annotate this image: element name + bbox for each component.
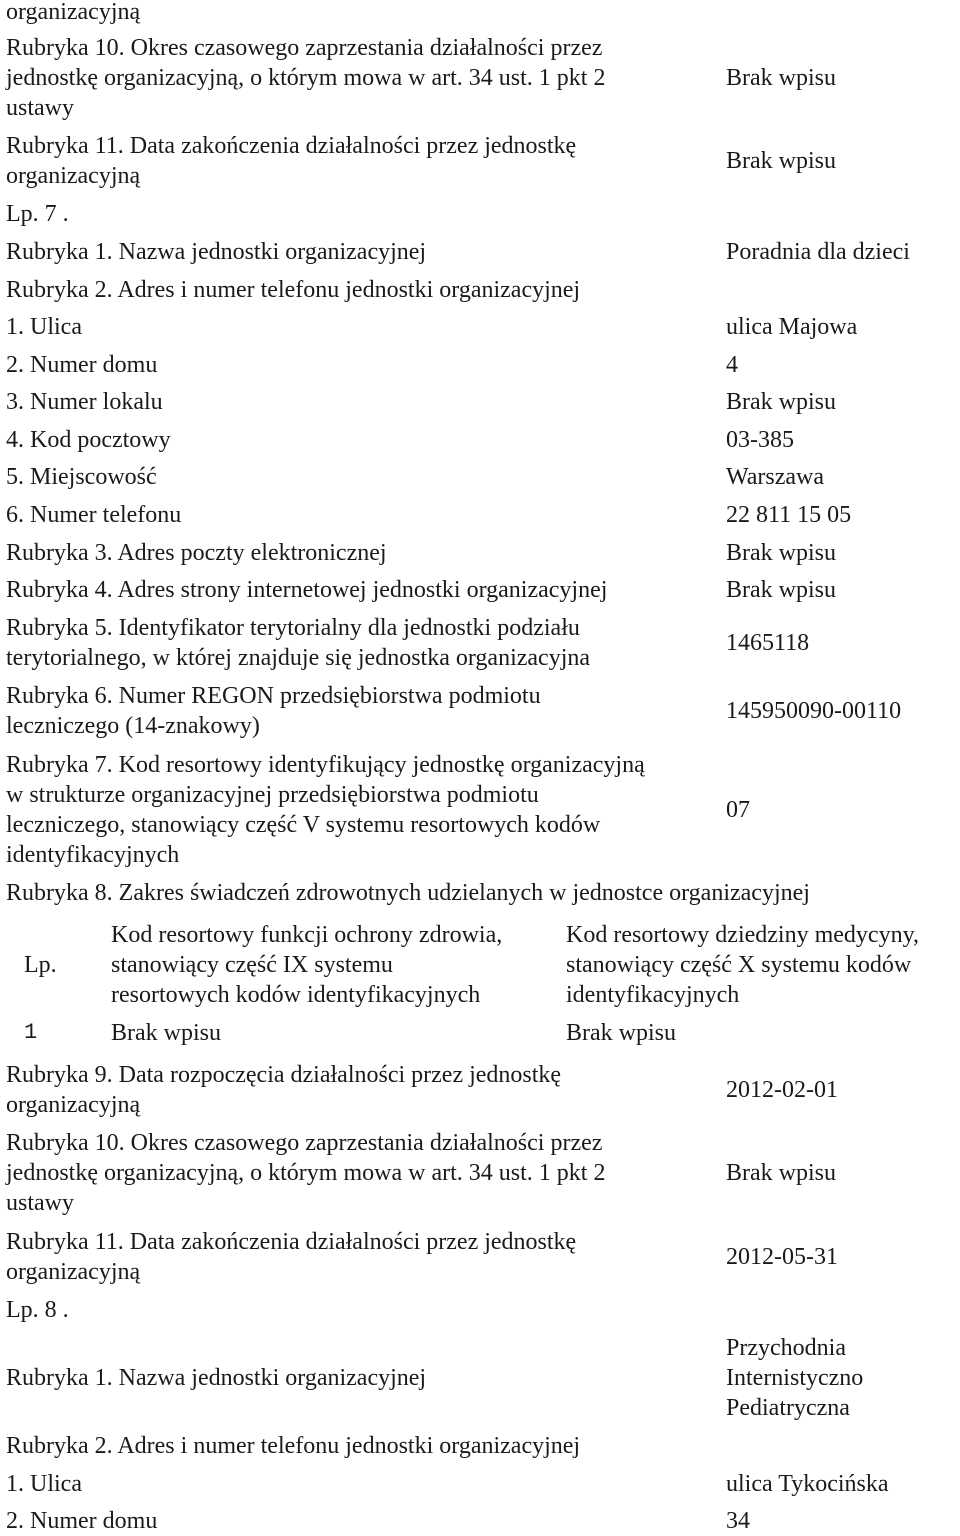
field-value: 145950090-00110 [726, 698, 902, 724]
field-label: Rubryka 3. Adres poczty elektronicznej [6, 540, 387, 566]
field-value: Brak wpisu [726, 148, 836, 174]
table-header-cell: resortowych kodów identyfikacyjnych [111, 982, 481, 1008]
field-label: identyfikacyjnych [6, 842, 180, 868]
field-label: organizacyjną [6, 1259, 141, 1285]
field-value: 4 [726, 352, 738, 378]
field-value: 03-385 [726, 427, 794, 453]
table-cell: Brak wpisu [566, 1020, 676, 1046]
field-label: jednostkę organizacyjną, o którym mowa w art. 34 ust. 1 pkt 2 [6, 65, 606, 91]
field-label: 4. Kod pocztowy [6, 427, 171, 453]
field-label: Rubryka 7. Kod resortowy identyfikujący jednostkę organizacyjną [6, 752, 645, 778]
table-header-cell: Lp. [24, 952, 57, 978]
table-header-cell: Kod resortowy funkcji ochrony zdrowia, [111, 922, 503, 948]
field-label: 2. Numer domu [6, 1508, 158, 1534]
field-value: 2012-05-31 [726, 1244, 838, 1270]
section-heading: Lp. 7 . [6, 201, 69, 227]
field-label: 6. Numer telefonu [6, 502, 182, 528]
field-value: 22 811 15 05 [726, 502, 852, 528]
field-label: jednostkę organizacyjną, o którym mowa w art. 34 ust. 1 pkt 2 [6, 1160, 606, 1186]
field-value: ulica Tykocińska [726, 1471, 889, 1497]
table-cell: 1 [24, 1020, 38, 1045]
field-value: Brak wpisu [726, 65, 836, 91]
field-label: Rubryka 10. Okres czasowego zaprzestania działalności przez [6, 35, 603, 61]
table-cell: Brak wpisu [111, 1020, 221, 1046]
field-value: Brak wpisu [726, 540, 836, 566]
field-label: leczniczego (14-znakowy) [6, 713, 260, 739]
field-label: 1. Ulica [6, 1471, 82, 1497]
field-label: Rubryka 1. Nazwa jednostki organizacyjnej [6, 239, 427, 265]
table-header-cell: identyfikacyjnych [566, 982, 740, 1008]
field-label: Rubryka 5. Identyfikator terytorialny dla jednostki podziału [6, 615, 580, 641]
field-label: leczniczego, stanowiący część V systemu resortowych kodów [6, 812, 601, 838]
field-value: Brak wpisu [726, 389, 836, 415]
field-value: 2012-02-01 [726, 1077, 838, 1103]
field-label: 3. Numer lokalu [6, 389, 163, 415]
field-label: Rubryka 1. Nazwa jednostki organizacyjnej [6, 1365, 427, 1391]
field-value: 1465118 [726, 630, 810, 656]
field-value: Poradnia dla dzieci [726, 239, 910, 265]
field-label: Rubryka 11. Data zakończenia działalności przez jednostkę [6, 1229, 577, 1255]
field-label: 1. Ulica [6, 314, 82, 340]
field-value: ulica Majowa [726, 314, 858, 340]
field-label: 2. Numer domu [6, 352, 158, 378]
field-value: Pediatryczna [726, 1395, 850, 1421]
field-label: 5. Miejscowość [6, 464, 157, 490]
field-label: ustawy [6, 1190, 74, 1216]
field-value: 34 [726, 1508, 750, 1534]
field-value: Warszawa [726, 464, 825, 490]
field-label: Rubryka 11. Data zakończenia działalności przez jednostkę [6, 133, 577, 159]
field-label: Rubryka 2. Adres i numer telefonu jednostki organizacyjnej [6, 1433, 581, 1459]
table-header-cell: Kod resortowy dziedziny medycyny, [566, 922, 920, 948]
field-label: Rubryka 2. Adres i numer telefonu jednostki organizacyjnej [6, 277, 581, 303]
field-value: Przychodnia [726, 1335, 846, 1361]
field-label: Rubryka 10. Okres czasowego zaprzestania działalności przez [6, 1130, 603, 1156]
field-label: Rubryka 8. Zakres świadczeń zdrowotnych udzielanych w jednostce organizacyjnej [6, 880, 810, 906]
field-label: Rubryka 9. Data rozpoczęcia działalności przez jednostkę [6, 1062, 562, 1088]
field-label: Rubryka 6. Numer REGON przedsiębiorstwa podmiotu [6, 683, 541, 709]
field-label: terytorialnego, w której znajduje się jednostka organizacyjna [6, 645, 591, 671]
section-heading: Lp. 8 . [6, 1297, 69, 1323]
field-value: Brak wpisu [726, 577, 836, 603]
field-label: ustawy [6, 95, 74, 121]
field-value: 07 [726, 797, 750, 823]
table-header-cell: stanowiący część IX systemu [111, 952, 393, 978]
field-value: Internistyczno [726, 1365, 864, 1391]
field-label: Rubryka 4. Adres strony internetowej jednostki organizacyjnej [6, 577, 608, 603]
field-label: organizacyjną [6, 1092, 141, 1118]
text-line: organizacyjną [6, 0, 141, 25]
table-header-cell: stanowiący część X systemu kodów [566, 952, 912, 978]
field-label: w strukturze organizacyjnej przedsiębiorstwa podmiotu [6, 782, 539, 808]
field-label: organizacyjną [6, 163, 141, 189]
field-value: Brak wpisu [726, 1160, 836, 1186]
